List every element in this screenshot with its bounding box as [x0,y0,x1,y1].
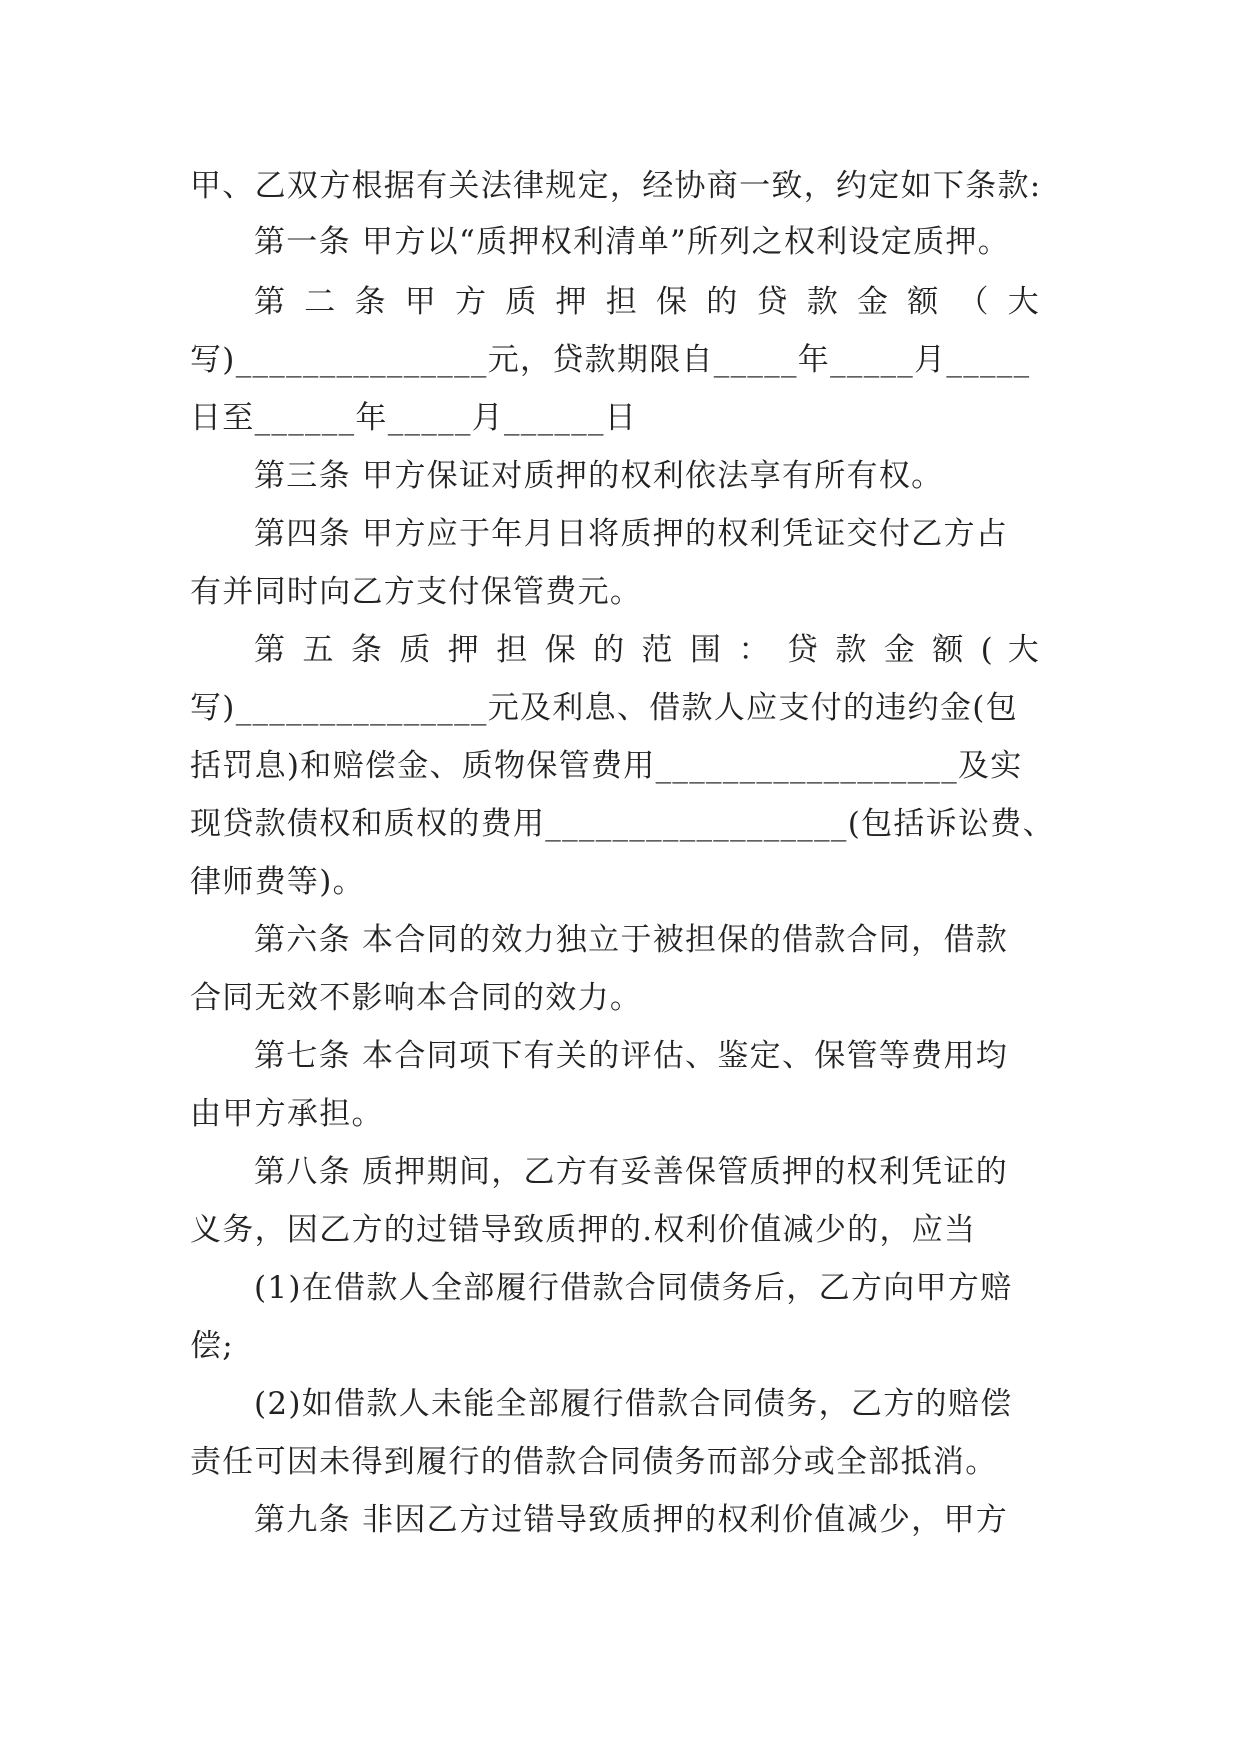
text-line: 日至______年_____月______日 [190,400,638,436]
text-line: 甲、乙双方根据有关法律规定，经协商一致，约定如下条款: [190,168,1042,204]
text-line: 现贷款债权和质权的费用__________________(包括诉讼费、 [190,806,1055,842]
text-line: 有并同时向乙方支付保管费元。 [190,574,643,610]
text-line: 义务，因乙方的过错导致质押的.权利价值减少的，应当 [190,1212,977,1248]
text-line: 括罚息)和赔偿金、质物保管费用__________________及实 [190,748,1023,784]
clause-8: 第八条 质押期间，乙方有妥善保管质押的权利凭证的 [254,1154,1009,1190]
sub-item-1: (1)在借款人全部履行借款合同债务后，乙方向甲方赔 [254,1270,1013,1306]
clause-9: 第九条 非因乙方过错导致质押的权利价值减少，甲方 [254,1502,1009,1538]
text-line: 责任可因未得到履行的借款合同债务而部分或全部抵消。 [190,1444,998,1480]
text-line: 写)_______________元，贷款期限自_____年_____月_____ [190,342,1031,378]
sub-item-2: (2)如借款人未能全部履行借款合同债务，乙方的赔偿 [254,1386,1013,1422]
text-line: 合同无效不影响本合同的效力。 [190,980,643,1016]
clause-1: 第一条 甲方以“质押权利清单”所列之权利设定质押。 [254,224,1011,260]
text-line: 偿; [190,1328,235,1364]
clause-3: 第三条 甲方保证对质押的权利依法享有所有权。 [254,458,944,494]
text-line: 由甲方承担。 [190,1096,384,1132]
clause-4: 第四条 甲方应于年月日将质押的权利凭证交付乙方占 [254,516,1009,552]
clause-2: 第 二 条 甲 方 质 押 担 保 的 贷 款 金 额 （ 大 [254,284,1040,320]
text-line: 律师费等)。 [190,864,365,900]
clause-6: 第六条 本合同的效力独立于被担保的借款合同，借款 [254,922,1009,958]
clause-5: 第 五 条 质 押 担 保 的 范 围 ： 贷 款 金 额 ( 大 [254,632,1040,668]
clause-7: 第七条 本合同项下有关的评估、鉴定、保管等费用均 [254,1038,1009,1074]
text-line: 写)_______________元及利息、借款人应支付的违约金(包 [190,690,1018,726]
